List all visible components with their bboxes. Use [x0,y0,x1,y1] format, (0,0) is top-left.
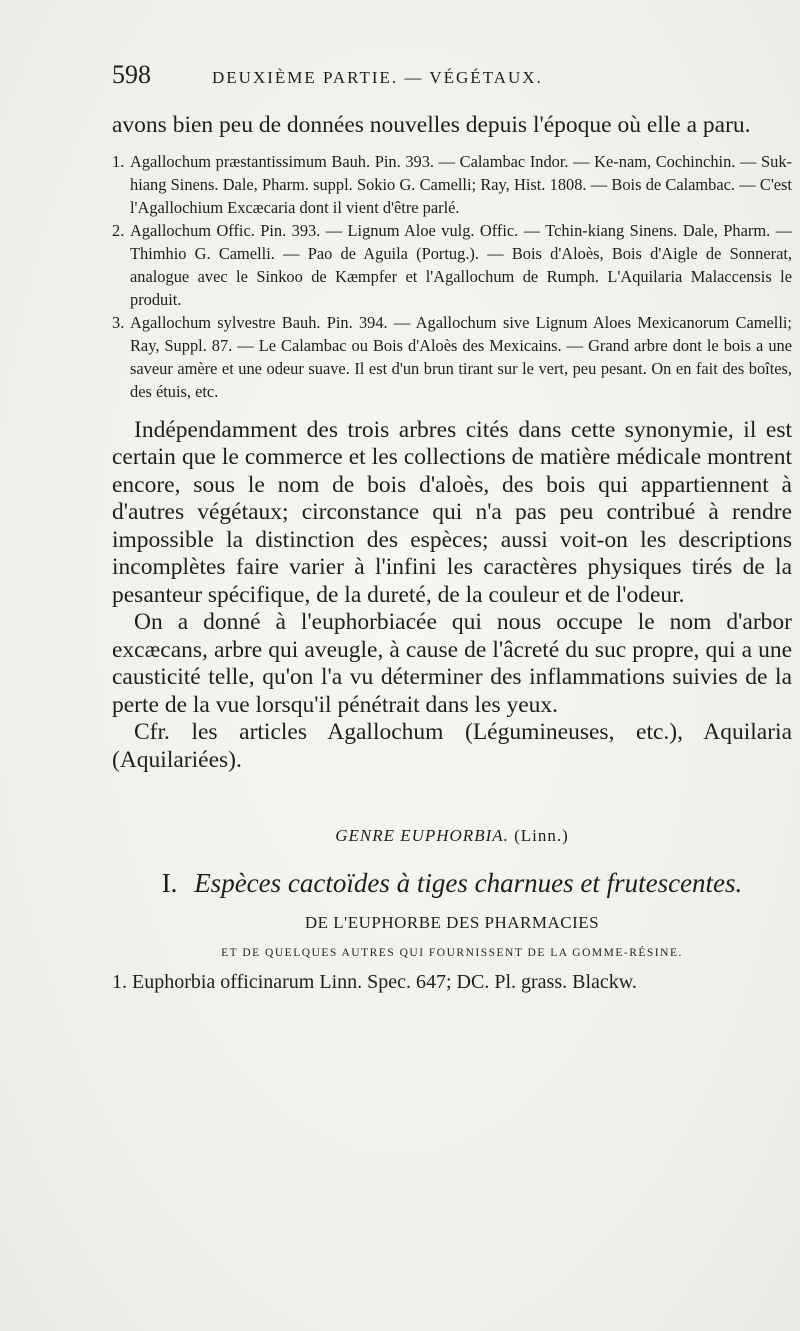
note-number: 3. [112,312,125,332]
note-text: Agallochum sylvestre Bauh. Pin. 394. — Agallochum sive Lignum Aloes Mexicanorum Camelli; Ray, Suppl. 87. — Le Calambac ou Bois d'Aloès des Mexicains. — Grand arbre dont le bois a une saveur amère et une odeur suave. Il est d'un brun tirant sur le vert, peu pesant. On en fait des boîtes, des étuis, etc. [130,312,792,401]
running-head: DEUXIÈME PARTIE. — VÉGÉTAUX. [212,68,543,87]
genre-author: (Linn.) [514,826,569,845]
main-text [112,417,792,775]
page-content [112,60,792,994]
note-text: Agallochum Offic. Pin. 393. — Lignum Aloe vulg. Offic. — Tchin-kiang Sinens. Dale, Pharm. — Thimhio G. Camelli. — Pao de Aguila (Portug.). — Bois d'Aloès, Bois d'Aigle de Sonnerat, analogue avec le Sinkoo de Kæmpfer et l'Agallochum de Rumph. L'Aquilaria Malaccensis le produit. [130,220,792,309]
note-text: Agallochum præstantissimum Bauh. Pin. 393. — Calambac Indor. — Ke-nam, Cochinchin. — Suk-hiang Sinens. Dale, Pharm. suppl. Sokio G. Camelli; Ray, Hist. 1808. — Bois de Calambac. — C'est l'Agallochium Excæcaria dont il vient d'être parlé. [130,151,792,217]
subheading-secondary: ET DE QUELQUES AUTRES QUI FOURNISSENT DE LA GOMME-RÉSINE. [221,947,683,959]
body-paragraph: On a donné à l'euphorbiacée qui nous occupe le nom d'arbor excæcans, arbre qui aveugle, à cause de l'âcreté du suc propre, qui a une causticité telle, qu'on l'a vu déterminer des inflammations suivies de la perte de la vue lorsqu'il pénétrait dans les yeux. [112,609,792,718]
body-paragraph: Indépendamment des trois arbres cités dans cette synonymie, il est certain que le commerce et les collections de matière médicale montrent encore, sous le nom de bois d'aloès, des bois qui appartiennent à d'autres végétaux; circonstance qui n'a pas peu contribué à rendre impossible la distinction des espèces; aussi voit-on les descriptions incomplètes faire varier à l'infini les caractères physiques tirés de la pesanteur spécifique, de la dureté, de la couleur et de l'odeur. [112,416,792,608]
section-number: I. [161,868,178,898]
subheading-primary: DE L'EUPHORBE DES PHARMACIES [304,913,600,932]
page-number: 598 [112,60,151,89]
note-item [112,219,792,311]
note-number: 1. [112,151,125,171]
synonymy-notes [112,150,792,403]
body-paragraph: Cfr. les articles Agallochum (Légumineuses, etc.), Aquilaria (Aquilariées). [112,719,792,773]
note-item [112,311,792,403]
entry-line: 1. Euphorbia officinarum Linn. Spec. 647; DC. Pl. grass. Blackw. [112,971,637,993]
intro-paragraph: avons bien peu de données nouvelles depuis l'époque où elle a paru. [112,112,751,138]
note-number: 2. [112,220,125,240]
genre-heading [112,826,792,846]
page-header [112,60,792,112]
section-title: Espèces cactoïdes à tiges charnues et frutescentes. [194,868,743,898]
genre-name: GENRE EUPHORBIA. [335,826,509,845]
note-item [112,150,792,219]
section-heading [112,868,792,899]
